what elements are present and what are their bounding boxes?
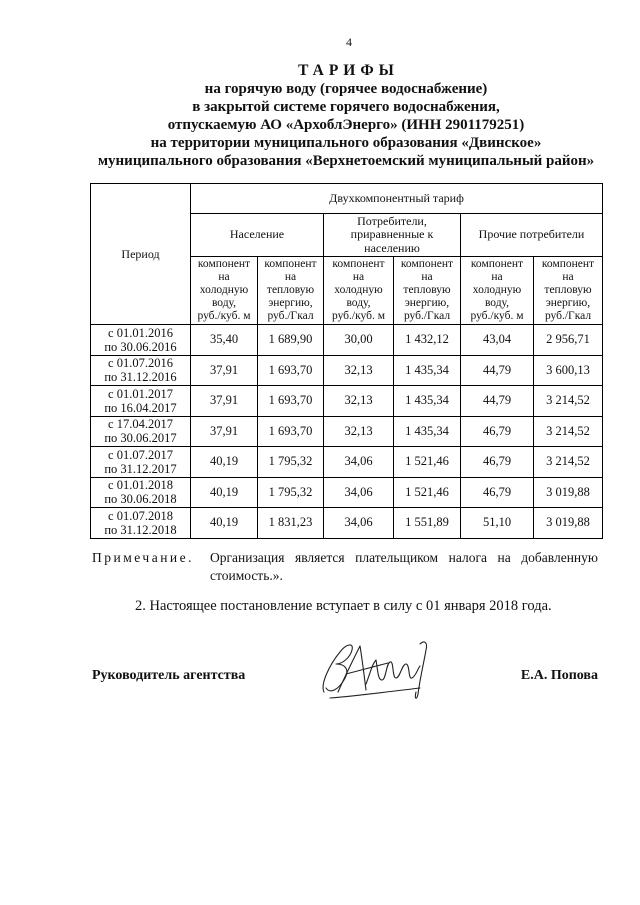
heat-energy-tariff-cell: 3 600,13 — [534, 355, 603, 386]
period-to: по 31.12.2016 — [104, 370, 177, 385]
heat-energy-tariff-cell: 1 689,90 — [258, 325, 324, 356]
period-from: с 01.07.2017 — [108, 447, 173, 462]
cold-water-tariff-cell: 35,40 — [191, 325, 258, 356]
table-row — [91, 325, 603, 356]
period-to: по 30.06.2017 — [104, 431, 177, 446]
heat-energy-tariff-cell: 1 795,32 — [258, 477, 324, 508]
period-from: с 01.01.2016 — [108, 325, 173, 340]
table-row — [91, 447, 603, 478]
heat-energy-tariff-cell: 1 551,89 — [394, 508, 461, 539]
heat-energy-tariff-cell: 2 956,71 — [534, 325, 603, 356]
heat-energy-tariff-cell: 1 435,34 — [394, 416, 461, 447]
cold-water-tariff-cell: 40,19 — [191, 447, 258, 478]
cold-water-tariff-cell: 46,79 — [461, 477, 534, 508]
note-label: Примечание. — [92, 550, 195, 565]
tariff-table — [90, 183, 603, 539]
tariff-table-body — [91, 325, 603, 539]
table-row — [91, 477, 603, 508]
cold-water-tariff-cell: 44,79 — [461, 355, 534, 386]
cold-water-tariff-cell: 40,19 — [191, 508, 258, 539]
title-line: на горячую воду (горячее водоснабжение) — [204, 81, 488, 97]
heat-energy-tariff-cell: 3 019,88 — [534, 477, 603, 508]
period-cell — [91, 447, 191, 478]
period-cell — [91, 508, 191, 539]
cold-water-component-header: компонент на холодную воду, руб./куб. м — [461, 257, 534, 325]
cold-water-tariff-cell: 46,79 — [461, 416, 534, 447]
category-header-other-consumers: Прочие потребители — [461, 214, 603, 257]
clause-text: 2. Настоящее постановление вступает в силу с 01 января 2018 года. — [135, 598, 552, 614]
heat-energy-tariff-cell: 1 435,34 — [394, 386, 461, 417]
cold-water-component-header: компонент на холодную воду, руб./куб. м — [191, 257, 258, 325]
heat-energy-tariff-cell: 3 214,52 — [534, 386, 603, 417]
page-number: 4 — [346, 35, 352, 49]
period-from: с 01.07.2018 — [108, 508, 173, 523]
heat-energy-component-header: компонент на тепловую энергию, руб./Гкал — [258, 257, 324, 325]
heat-energy-tariff-cell: 1 831,23 — [258, 508, 324, 539]
category-header-equated-consumers: Потребители, приравненные к населению — [324, 214, 461, 257]
document-title — [56, 62, 636, 170]
period-from: с 01.07.2016 — [108, 356, 173, 371]
cold-water-tariff-cell: 43,04 — [461, 325, 534, 356]
title-line: отпускаемую АО «АрхоблЭнерго» (ИНН 2901179251) — [167, 117, 525, 133]
cold-water-tariff-cell: 44,79 — [461, 386, 534, 417]
tariff-group-header: Двухкомпонентный тариф — [191, 184, 603, 214]
note-text: Организация является плательщиком налога на добавленную стоимость.». — [210, 550, 598, 583]
heat-energy-tariff-cell: 1 521,46 — [394, 447, 461, 478]
period-header: Период — [91, 184, 191, 325]
period-cell — [91, 355, 191, 386]
table-row — [91, 355, 603, 386]
heat-energy-tariff-cell: 1 795,32 — [258, 447, 324, 478]
category-header-population: Население — [191, 214, 324, 257]
table-row — [91, 508, 603, 539]
heat-energy-tariff-cell: 1 432,12 — [394, 325, 461, 356]
period-cell — [91, 416, 191, 447]
cold-water-tariff-cell: 32,13 — [324, 386, 394, 417]
period-cell — [91, 325, 191, 356]
period-to: по 30.06.2018 — [104, 492, 177, 507]
heat-energy-component-header: компонент на тепловую энергию, руб./Гкал — [394, 257, 461, 325]
cold-water-tariff-cell: 32,13 — [324, 416, 394, 447]
cold-water-tariff-cell: 51,10 — [461, 508, 534, 539]
cold-water-tariff-cell: 37,91 — [191, 386, 258, 417]
signer-post: Руководитель агентства — [92, 668, 246, 683]
cold-water-tariff-cell: 37,91 — [191, 416, 258, 447]
cold-water-tariff-cell: 37,91 — [191, 355, 258, 386]
title-line: муниципального образования «Верхнетоемский муниципальный район» — [97, 153, 595, 169]
cold-water-tariff-cell: 34,06 — [324, 477, 394, 508]
heat-energy-tariff-cell: 1 521,46 — [394, 477, 461, 508]
cold-water-tariff-cell: 40,19 — [191, 477, 258, 508]
cold-water-tariff-cell: 46,79 — [461, 447, 534, 478]
heat-energy-component-header: компонент на тепловую энергию, руб./Гкал — [534, 257, 603, 325]
period-from: с 17.04.2017 — [108, 417, 173, 432]
heat-energy-tariff-cell: 1 693,70 — [258, 355, 324, 386]
signature — [316, 634, 436, 706]
heat-energy-tariff-cell: 3 019,88 — [534, 508, 603, 539]
cold-water-tariff-cell: 34,06 — [324, 508, 394, 539]
period-cell — [91, 386, 191, 417]
heat-energy-tariff-cell: 1 693,70 — [258, 416, 324, 447]
title-line: в закрытой системе горячего водоснабжения, — [192, 99, 500, 115]
period-cell — [91, 477, 191, 508]
period-to: по 31.12.2018 — [104, 522, 177, 537]
period-from: с 01.01.2018 — [108, 478, 173, 493]
period-from: с 01.01.2017 — [108, 386, 173, 401]
cold-water-tariff-cell: 30,00 — [324, 325, 394, 356]
cold-water-component-header: компонент на холодную воду, руб./куб. м — [324, 257, 394, 325]
cold-water-tariff-cell: 32,13 — [324, 355, 394, 386]
table-row — [91, 386, 603, 417]
heat-energy-tariff-cell: 1 693,70 — [258, 386, 324, 417]
period-to: по 31.12.2017 — [104, 461, 177, 476]
tariff-table-header — [91, 184, 603, 325]
table-row — [91, 416, 603, 447]
title-heading: ТАРИФЫ — [298, 62, 399, 79]
heat-energy-tariff-cell: 3 214,52 — [534, 447, 603, 478]
period-to: по 16.04.2017 — [104, 400, 177, 415]
heat-energy-tariff-cell: 3 214,52 — [534, 416, 603, 447]
cold-water-tariff-cell: 34,06 — [324, 447, 394, 478]
period-to: по 30.06.2016 — [104, 339, 177, 354]
heat-energy-tariff-cell: 1 435,34 — [394, 355, 461, 386]
signer-name: Е.А. Попова — [520, 668, 598, 683]
header-row — [91, 184, 603, 214]
title-line: на территории муниципального образования «Двинское» — [150, 135, 542, 151]
